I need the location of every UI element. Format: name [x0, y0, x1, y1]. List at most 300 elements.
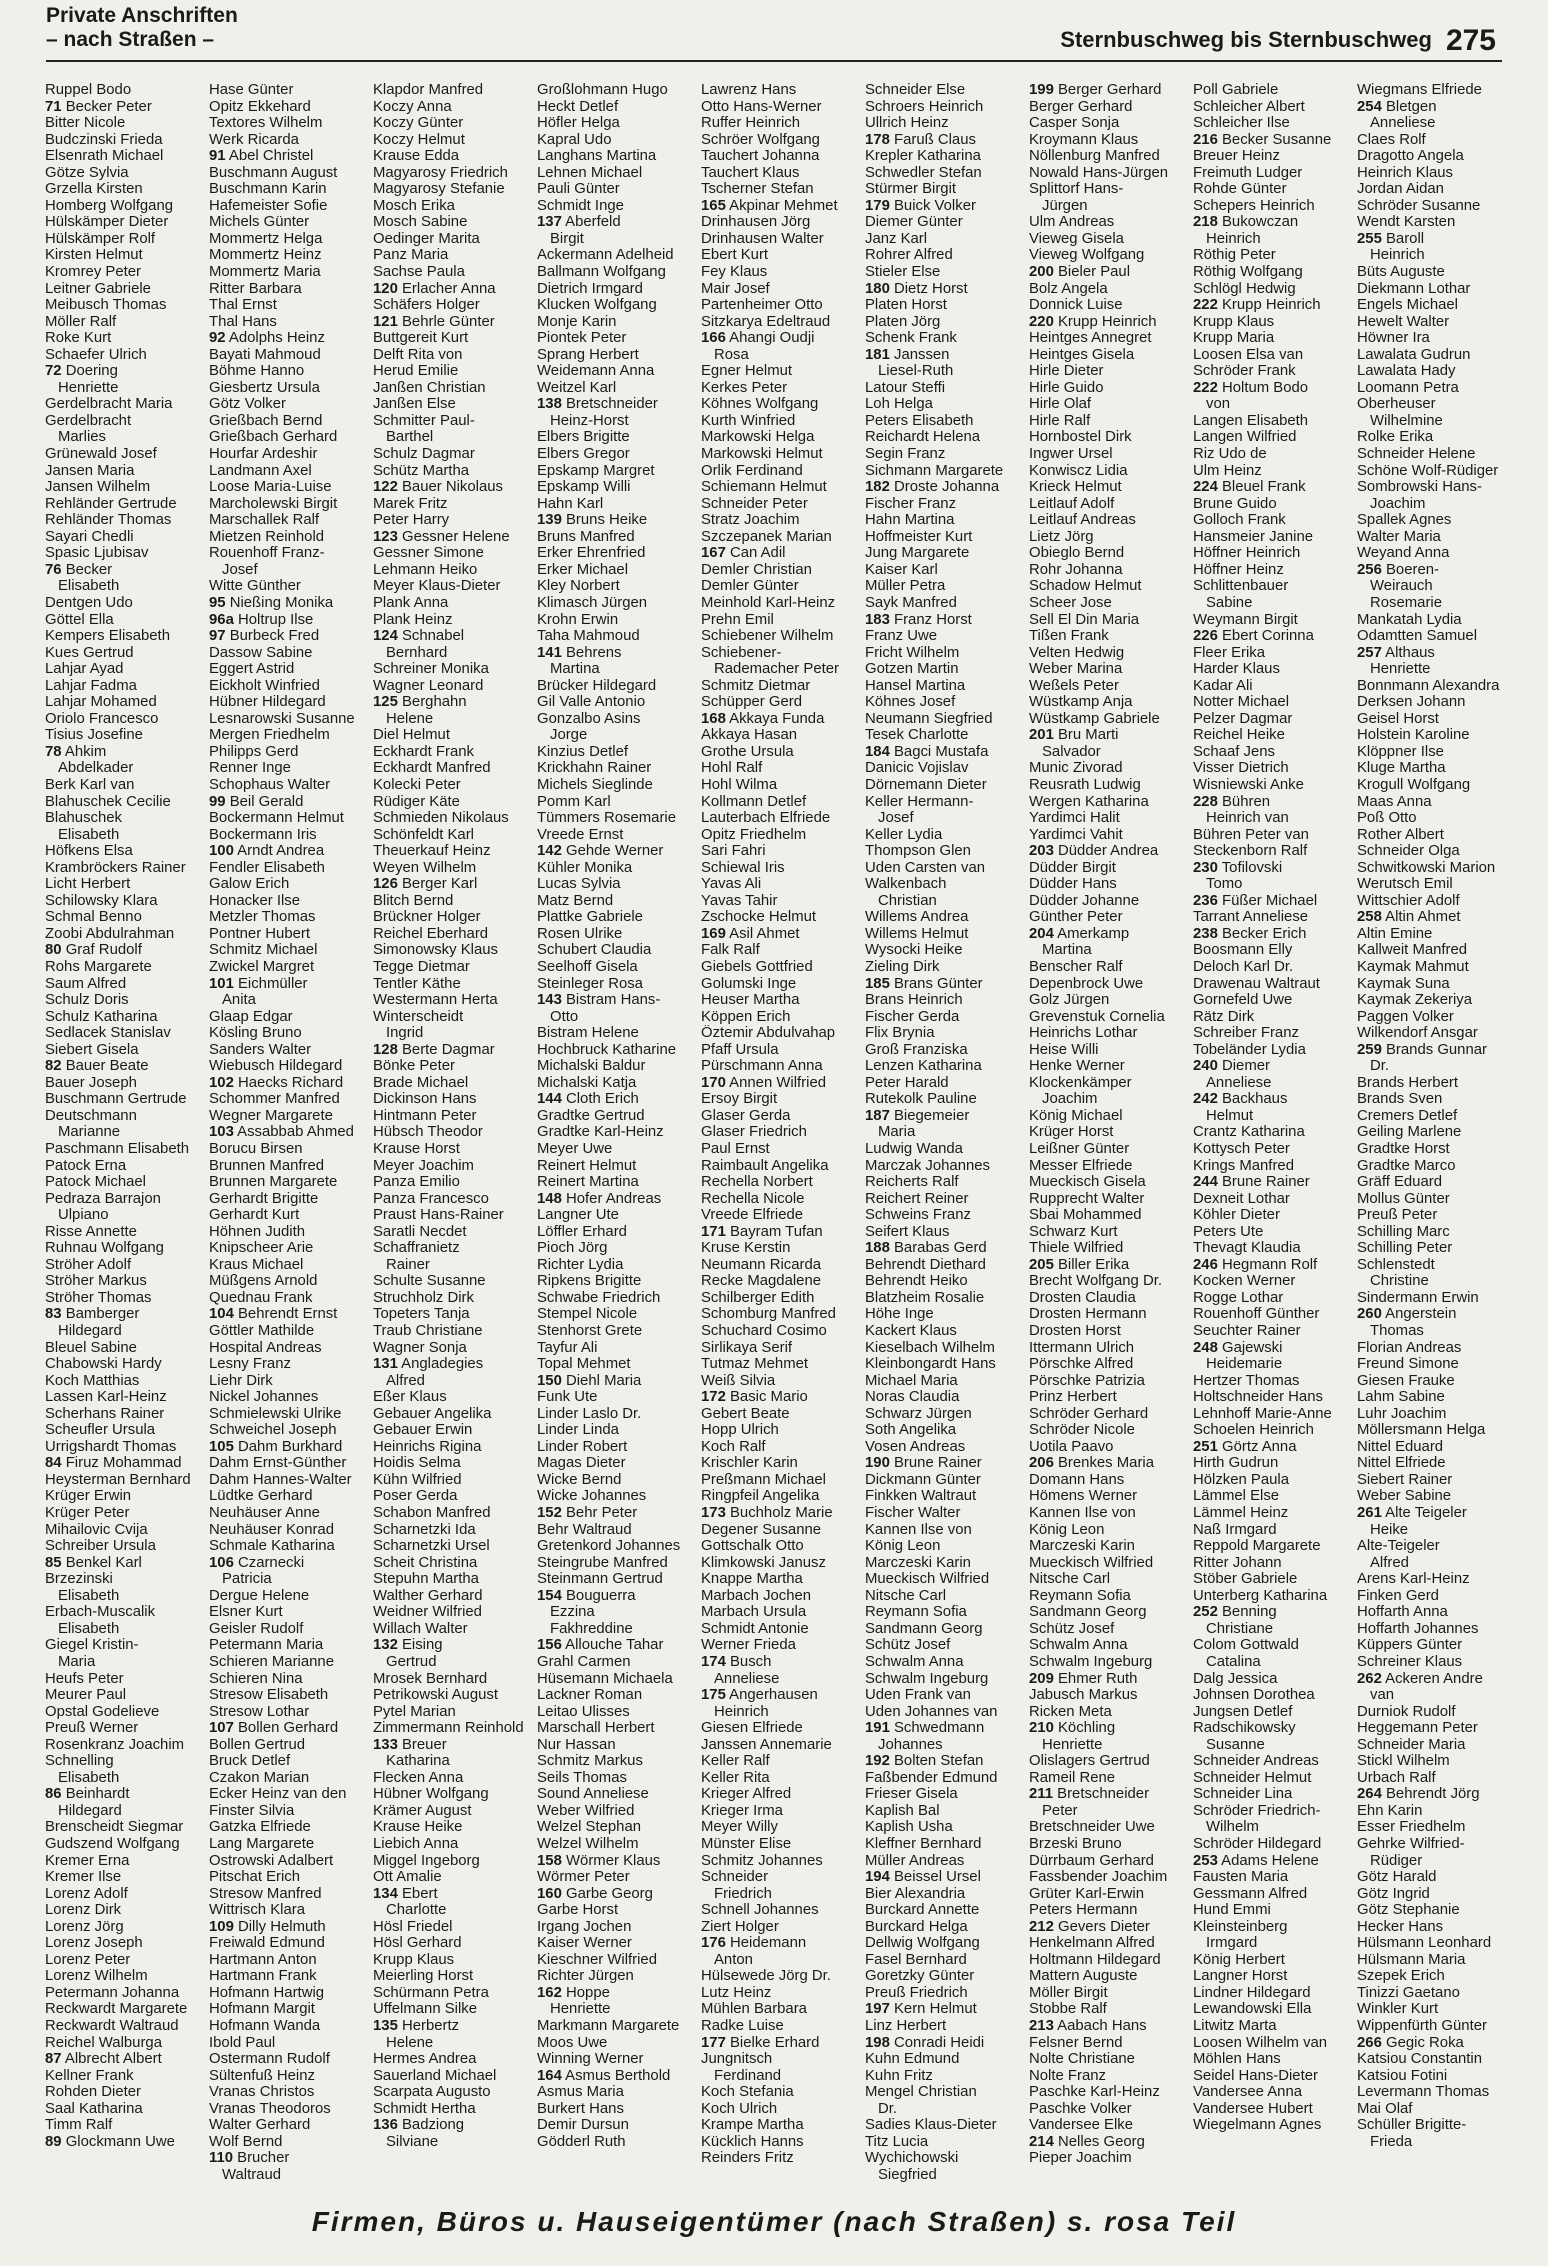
- directory-entry: Rehländer Gertrude: [45, 495, 177, 512]
- directory-entry: Schomburg Manfred: [701, 1306, 836, 1323]
- directory-entry: Friedrich: [714, 1885, 772, 1902]
- house-number: 177: [701, 2034, 726, 2051]
- directory-entry: Hülskämper Rolf: [45, 230, 156, 247]
- directory-entry: Weitzel Karl: [537, 379, 617, 396]
- directory-entry: 198 Conradi Heidi: [865, 2034, 985, 2051]
- house-number: 125: [373, 694, 398, 711]
- directory-entry: Lorenz Joseph: [45, 1935, 143, 1952]
- directory-entry: Heysterman Bernhard: [45, 1471, 191, 1488]
- directory-entry: 248 Gajewski: [1193, 1339, 1283, 1356]
- house-number: 152: [537, 1505, 562, 1522]
- directory-entry: Knappe Martha: [701, 1571, 803, 1588]
- directory-entry: Linz Herbert: [865, 2017, 947, 2034]
- directory-entry: Ruhnau Wolfgang: [45, 1240, 164, 1257]
- directory-entry: Saratli Necdet: [373, 1223, 467, 1240]
- directory-entry: Ecker Heinz van den: [209, 1786, 347, 1803]
- directory-entry: Michels Sieglinde: [537, 776, 653, 793]
- house-number: 224: [1193, 479, 1218, 496]
- directory-entry: Urrigshardt Thomas: [45, 1438, 177, 1455]
- directory-entry: Schlögl Hedwig: [1193, 280, 1296, 297]
- directory-entry: Pytel Marian: [373, 1703, 456, 1720]
- directory-entry: Möller Birgit: [1029, 1984, 1108, 2001]
- directory-entry: Lorenz Jörg: [45, 1918, 124, 1935]
- directory-entry: 185 Brans Günter: [865, 975, 983, 992]
- directory-entry: 222 Holtum Bodo: [1193, 379, 1309, 396]
- directory-entry: Helene: [386, 2034, 434, 2051]
- directory-entry: Dassow Sabine: [209, 644, 313, 661]
- directory-entry: Dietrich Irmgard: [537, 280, 643, 297]
- directory-entry: Hösl Gerhard: [373, 1935, 462, 1952]
- directory-entry: Schwalm Anna: [1029, 1637, 1128, 1654]
- house-number: 135: [373, 2017, 398, 2034]
- house-number: 173: [701, 1505, 726, 1522]
- directory-column: [700, 82, 864, 2200]
- directory-entry: Hülskämper Dieter: [45, 214, 169, 231]
- directory-entry: Hewelt Walter: [1357, 313, 1450, 330]
- directory-entry: Tesek Charlotte: [865, 727, 969, 744]
- directory-entry: Müller Andreas: [865, 1852, 965, 1869]
- directory-entry: 254 Bletgen: [1357, 98, 1437, 115]
- directory-entry: 110 Brucher: [209, 2150, 290, 2167]
- directory-entry: Schöne Wolf-Rüdiger: [1357, 462, 1499, 479]
- directory-entry: Landmann Axel: [209, 462, 312, 479]
- directory-entry: Gradtke Marco: [1357, 1157, 1456, 1174]
- directory-entry: Loomann Petra: [1357, 379, 1459, 396]
- directory-entry: Kroymann Klaus: [1029, 131, 1139, 148]
- directory-entry: 226 Ebert Corinna: [1193, 628, 1314, 645]
- directory-entry: Charlotte: [386, 1902, 447, 1919]
- directory-entry: Ulm Andreas: [1029, 214, 1115, 231]
- directory-entry: Krause Horst: [373, 1141, 460, 1157]
- directory-entry: Elsenrath Michael: [45, 148, 164, 165]
- directory-entry: 224 Bleuel Frank: [1193, 479, 1306, 496]
- directory-entry: Kühler Monika: [537, 859, 633, 876]
- directory-entry: Litwitz Marta: [1193, 2017, 1277, 2034]
- directory-entry: 76 Becker: [45, 561, 113, 578]
- directory-entry: Flix Brynia: [865, 1025, 935, 1042]
- directory-entry: Tißen Frank: [1029, 628, 1109, 645]
- directory-entry: 182 Droste Johanna: [865, 479, 1000, 496]
- directory-entry: Hüsemann Michaela: [537, 1670, 673, 1687]
- directory-entry: Koch Matthias: [45, 1372, 140, 1389]
- directory-entry: Münster Elise: [701, 1835, 792, 1852]
- directory-entry: Großlohmann Hugo: [537, 82, 668, 98]
- directory-entry: Lahjar Fadma: [45, 677, 137, 694]
- directory-entry: Oedinger Marita: [373, 230, 480, 247]
- house-number: 136: [373, 2117, 398, 2134]
- directory-entry: Schmidt Inge: [537, 197, 624, 214]
- directory-entry: Panz Maria: [373, 247, 449, 264]
- directory-entry: Schmitz Michael: [209, 942, 318, 959]
- directory-entry: Katharina: [386, 1753, 450, 1770]
- directory-entry: Schilowsky Klara: [45, 892, 158, 909]
- directory-entry: Brückner Holger: [373, 909, 481, 926]
- directory-entry: Kapral Udo: [537, 131, 612, 148]
- directory-entry: Rolke Erika: [1357, 429, 1434, 446]
- directory-entry: Kleffner Bernhard: [865, 1835, 982, 1852]
- directory-entry: Werner Frieda: [701, 1637, 796, 1654]
- directory-entry: Ferdinand: [714, 2067, 782, 2084]
- directory-entry: Dahm Ernst-Günther: [209, 1455, 347, 1472]
- directory-entry: Götze Sylvia: [45, 164, 129, 181]
- directory-entry: 214 Nelles Georg: [1029, 2133, 1145, 2150]
- directory-entry: 132 Eising: [373, 1637, 443, 1654]
- directory-entry: Schulz Katharina: [45, 1008, 158, 1025]
- directory-entry: Hirle Guido: [1029, 379, 1104, 396]
- directory-entry: Schmale Katharina: [209, 1538, 335, 1555]
- directory-entry: Finkken Waltraut: [865, 1488, 977, 1505]
- directory-entry: Janßen Else: [373, 396, 456, 413]
- directory-entry: Heinz-Horst: [550, 412, 629, 429]
- directory-entry: Wippenfürth Günter: [1357, 2017, 1487, 2034]
- directory-entry: Golumski Inge: [701, 975, 797, 992]
- directory-entry: Klucken Wolfgang: [537, 297, 657, 314]
- directory-entry: Jabusch Markus: [1029, 1687, 1138, 1704]
- directory-entry: 179 Buick Volker: [865, 197, 976, 214]
- directory-entry: Heuser Martha: [701, 992, 800, 1009]
- house-number: 162: [537, 1984, 562, 2001]
- house-number: 199: [1029, 82, 1054, 98]
- directory-entry: Sbai Mohammed: [1029, 1207, 1142, 1224]
- directory-entry: Susanne: [1206, 1736, 1265, 1753]
- directory-entry: 181 Janssen: [865, 346, 950, 363]
- directory-entry: 209 Ehmer Ruth: [1029, 1670, 1138, 1687]
- house-number: 244: [1193, 1174, 1218, 1191]
- directory-entry: Dr.: [1370, 1058, 1390, 1075]
- directory-entry: Schiewal Iris: [701, 859, 785, 876]
- directory-entry: Weidemann Anna: [537, 363, 655, 380]
- house-number: 179: [865, 197, 890, 214]
- directory-entry: Asmus Maria: [537, 2084, 624, 2101]
- directory-entry: Neuhäuser Konrad: [209, 1521, 334, 1538]
- directory-entry: Mosch Erika: [373, 197, 455, 214]
- directory-entry: Depenbrock Uwe: [1029, 975, 1144, 992]
- directory-entry: Dickmann Günter: [865, 1471, 981, 1488]
- directory-entry: Velten Hedwig: [1029, 644, 1125, 661]
- directory-entry: Lesny Franz: [209, 1356, 291, 1373]
- directory-entry: Klöppner Ilse: [1357, 743, 1444, 760]
- house-number: 252: [1193, 1604, 1218, 1621]
- directory-entry: Schneider: [701, 1869, 769, 1886]
- directory-entry: Henriette: [550, 2001, 611, 2018]
- directory-entry: Lorenz Dirk: [45, 1902, 122, 1919]
- directory-entry: Buttgereit Kurt: [373, 330, 469, 347]
- directory-entry: Rüdiger Käte: [373, 793, 460, 810]
- directory-entry: Taha Mahmoud: [537, 628, 640, 645]
- directory-entry: 222 Krupp Heinrich: [1193, 297, 1321, 314]
- directory-entry: Wergen Katharina: [1029, 793, 1149, 810]
- directory-entry: Müßgens Arnold: [209, 1273, 318, 1290]
- directory-entry: Reymann Sofia: [1029, 1587, 1131, 1604]
- directory-entry: Michael Maria: [865, 1372, 958, 1389]
- directory-entry: Gehrke Wilfried-: [1357, 1835, 1465, 1852]
- house-number: 251: [1193, 1438, 1218, 1455]
- directory-entry: Scheufler Ursula: [45, 1422, 156, 1439]
- directory-entry: Schmitz Markus: [537, 1753, 643, 1770]
- directory-entry: 125 Berghahn: [373, 694, 467, 711]
- directory-entry: Demler Christian: [701, 561, 812, 578]
- directory-entry: 92 Adolphs Heinz: [209, 330, 325, 347]
- directory-entry: Kücklich Hanns: [701, 2133, 804, 2150]
- directory-entry: Köhnes Wolfgang: [701, 396, 819, 413]
- directory-entry: 174 Busch: [701, 1653, 772, 1670]
- directory-entry: Brunnen Manfred: [209, 1157, 325, 1174]
- directory-entry: Seidel Hans-Dieter: [1193, 2067, 1318, 2084]
- directory-entry: Plank Anna: [373, 594, 449, 611]
- directory-entry: Brands Herbert: [1357, 1074, 1458, 1091]
- directory-entry: Heufs Peter: [45, 1670, 124, 1687]
- directory-entry: Scarpata Augusto: [373, 2084, 491, 2101]
- directory-entry: Paschke Karl-Heinz: [1029, 2084, 1160, 2101]
- house-number: 124: [373, 628, 398, 645]
- directory-entry: Brunnen Margarete: [209, 1174, 338, 1191]
- directory-entry: Gerdelbracht Maria: [45, 396, 173, 413]
- directory-entry: Freiwald Edmund: [209, 1935, 325, 1952]
- directory-entry: Preuß Peter: [1357, 1207, 1438, 1224]
- directory-entry: Keller Rita: [701, 1769, 770, 1786]
- house-number: 259: [1357, 1041, 1382, 1058]
- directory-entry: Heinrich: [1206, 230, 1261, 247]
- directory-entry: Rohs Margarete: [45, 958, 152, 975]
- directory-entry: Willems Helmut: [865, 925, 969, 942]
- directory-entry: Schwalm Anna: [865, 1653, 964, 1670]
- directory-entry: Miggel Ingeborg: [373, 1852, 480, 1869]
- directory-entry: Metzler Thomas: [209, 909, 316, 926]
- directory-entry: Sichmann Margarete: [865, 462, 1004, 479]
- directory-entry: Martina: [1042, 942, 1092, 959]
- directory-entry: Frieda: [1370, 2133, 1413, 2150]
- directory-entry: Schaffranietz: [373, 1240, 460, 1257]
- directory-entry: Brands Sven: [1357, 1091, 1443, 1108]
- directory-entry: Schneider Else: [865, 82, 966, 98]
- house-number: 242: [1193, 1091, 1218, 1108]
- directory-entry: Wittrisch Klara: [209, 1902, 305, 1919]
- house-number: 260: [1357, 1306, 1382, 1323]
- directory-entry: Schneider Maria: [1357, 1736, 1466, 1753]
- directory-entry: Kempers Elisabeth: [45, 628, 170, 645]
- directory-entry: Funk Ute: [537, 1389, 598, 1406]
- directory-entry: Drinhausen Jörg: [701, 214, 811, 231]
- directory-entry: Ziert Holger: [701, 1918, 779, 1935]
- directory-entry: Schröder Nicole: [1029, 1422, 1135, 1439]
- directory-entry: Kuhn Edmund: [865, 2051, 960, 2068]
- directory-entry: Patricia: [222, 1571, 272, 1588]
- directory-entry: Kaplish Bal: [865, 1802, 940, 1819]
- directory-entry: 266 Gegic Roka: [1357, 2034, 1464, 2051]
- directory-entry: Leitao Ulisses: [537, 1703, 630, 1720]
- directory-entry: Dellwig Wolfgang: [865, 1935, 980, 1952]
- house-number: 230: [1193, 859, 1218, 876]
- directory-entry: Fischer Walter: [865, 1505, 961, 1522]
- directory-entry: Geisel Horst: [1357, 710, 1439, 727]
- directory-entry: Schneider Peter: [701, 495, 808, 512]
- directory-entry: Stickl Wilhelm: [1357, 1753, 1450, 1770]
- directory-entry: 105 Dahm Burkhard: [209, 1438, 343, 1455]
- directory-entry: Markowski Helmut: [701, 446, 823, 463]
- house-number: 164: [537, 2067, 562, 2084]
- directory-entry: Kaymak Zekeriya: [1357, 992, 1473, 1009]
- directory-entry: Sauerland Michael: [373, 2067, 497, 2084]
- directory-entry: Kocken Werner: [1193, 1273, 1296, 1290]
- directory-entry: Walter Maria: [1357, 528, 1441, 545]
- directory-entry: Domann Hans: [1029, 1471, 1125, 1488]
- directory-entry: Otto Hans-Werner: [701, 98, 822, 115]
- directory-entry: Koczy Helmut: [373, 131, 465, 148]
- directory-entry: Henriette: [58, 379, 119, 396]
- directory-entry: Heintges Gisela: [1029, 346, 1135, 363]
- directory-entry: 180 Dietz Horst: [865, 280, 968, 297]
- directory-entry: Henriette: [1042, 1736, 1103, 1753]
- directory-entry: Patock Erna: [45, 1157, 127, 1174]
- directory-entry: Rademacher Peter: [714, 661, 839, 678]
- directory-entry: Meyer Willy: [701, 1819, 778, 1836]
- directory-entry: 236 Füßer Michael: [1193, 892, 1318, 909]
- directory-entry: 252 Benning: [1193, 1604, 1277, 1621]
- directory-entry: Grünewald Josef: [45, 446, 157, 463]
- directory-entry: Kallweit Manfred: [1357, 942, 1468, 959]
- house-number: 253: [1193, 1852, 1218, 1869]
- directory-entry: 187 Biegemeier: [865, 1107, 970, 1124]
- directory-entry: Rutekolk Pauline: [865, 1091, 977, 1108]
- directory-entry: Panza Francesco: [373, 1190, 489, 1207]
- directory-entry: Röthig Peter: [1193, 247, 1276, 264]
- house-number: 174: [701, 1653, 726, 1670]
- directory-entry: Linder Robert: [537, 1438, 628, 1455]
- directory-entry: Krupp Klaus: [1193, 313, 1275, 330]
- directory-entry: Schröder Hildegard: [1193, 1835, 1322, 1852]
- directory-entry: Götz Ingrid: [1357, 1885, 1430, 1902]
- directory-entry: 122 Bauer Nikolaus: [373, 479, 503, 496]
- directory-entry: Garbe Horst: [537, 1902, 619, 1919]
- directory-entry: Leitlauf Andreas: [1029, 512, 1136, 529]
- directory-entry: 148 Hofer Andreas: [537, 1190, 662, 1207]
- directory-entry: Scharnetzki Ida: [373, 1521, 476, 1538]
- house-number: 126: [373, 876, 398, 893]
- directory-entry: Deutschmann: [45, 1107, 137, 1124]
- house-number: 78: [45, 743, 62, 760]
- directory-entry: Tayfur Ali: [537, 1339, 598, 1356]
- directory-entry: Klimasch Jürgen: [537, 594, 648, 611]
- directory-entry: Langner Horst: [1193, 1968, 1288, 1985]
- directory-entry: Bollen Gertrud: [209, 1736, 306, 1753]
- directory-entry: Degener Susanne: [701, 1521, 822, 1538]
- directory-entry: Thiele Wilfried: [1029, 1240, 1124, 1257]
- directory-entry: Jungnitsch: [701, 2051, 773, 2068]
- directory-entry: Magas Dieter: [537, 1455, 626, 1472]
- directory-entry: Holtschneider Hans: [1193, 1389, 1323, 1406]
- house-number: 107: [209, 1720, 234, 1737]
- directory-entry: Schmidt Antonie: [701, 1620, 809, 1637]
- directory-entry: Gornefeld Uwe: [1193, 992, 1293, 1009]
- directory-entry: Kirsten Helmut: [45, 247, 143, 264]
- directory-entry: Hoidis Selma: [373, 1455, 461, 1472]
- directory-entry: Neumann Siegfried: [865, 710, 993, 727]
- section-heading-line2: – nach Straßen –: [46, 28, 215, 51]
- directory-entry: Nolte Franz: [1029, 2067, 1106, 2084]
- directory-entry: 244 Brune Rainer: [1193, 1174, 1310, 1191]
- directory-entry: Hofmann Wanda: [209, 2017, 321, 2034]
- directory-entry: Stenhorst Grete: [537, 1323, 643, 1340]
- directory-entry: Hirle Ralf: [1029, 412, 1091, 429]
- directory-entry: Koch Ulrich: [701, 2100, 778, 2117]
- directory-entry: Martina: [550, 661, 600, 678]
- directory-entry: Benscher Ralf: [1029, 958, 1123, 975]
- directory-entry: Hase Günter: [209, 82, 294, 98]
- house-number: 166: [701, 330, 726, 347]
- directory-entry: Hohl Ralf: [701, 760, 763, 777]
- directory-entry: Hartmann Frank: [209, 1968, 317, 1985]
- directory-entry: Tomo: [1206, 876, 1243, 893]
- directory-entry: Elisabeth: [58, 578, 120, 595]
- directory-entry: Ulm Heinz: [1193, 462, 1262, 479]
- directory-entry: Steinleger Rosa: [537, 975, 643, 992]
- directory-entry: Stöber Gabriele: [1193, 1571, 1298, 1588]
- directory-entry: Jordan Aidan: [1357, 181, 1444, 198]
- directory-entry: Kley Norbert: [537, 578, 620, 595]
- directory-entry: Burkert Hans: [537, 2100, 624, 2117]
- directory-entry: Kurth Winfried: [701, 412, 796, 429]
- directory-entry: Blatzheim Rosalie: [865, 1289, 985, 1306]
- directory-entry: Ruppel Bodo: [45, 82, 132, 98]
- directory-entry: von: [1206, 396, 1231, 413]
- directory-entry: Alfred: [386, 1372, 425, 1389]
- directory-entry: Tauchert Johanna: [701, 148, 820, 165]
- directory-entry: Lahjar Ayad: [45, 661, 124, 678]
- directory-entry: Rohde Günter: [1193, 181, 1287, 198]
- directory-entry: Zwickel Margret: [209, 958, 315, 975]
- directory-entry: Erbach-Muscalik: [45, 1604, 156, 1621]
- directory-entry: Magyarosy Friedrich: [373, 164, 508, 181]
- directory-entry: 212 Gevers Dieter: [1029, 1918, 1150, 1935]
- directory-entry: Hoffarth Johannes: [1357, 1620, 1479, 1637]
- directory-entry: Eckhardt Manfred: [373, 760, 491, 777]
- house-number: 121: [373, 313, 398, 330]
- directory-entry: Ruffer Heinrich: [701, 115, 801, 132]
- directory-entry: Lahjar Mohamed: [45, 694, 157, 711]
- directory-entry: Budczinski Frieda: [45, 131, 163, 148]
- directory-entry: Marschall Herbert: [537, 1720, 655, 1737]
- directory-entry: Opitz Friedhelm: [701, 826, 807, 843]
- directory-entry: Schleicher Ilse: [1193, 115, 1290, 132]
- house-number: 156: [537, 1637, 562, 1654]
- directory-entry: 173 Buchholz Marie: [701, 1505, 833, 1522]
- directory-entry: 171 Bayram Tufan: [701, 1223, 823, 1240]
- directory-entry: Christine: [1370, 1273, 1429, 1290]
- directory-entry: Gradtke Horst: [1357, 1141, 1450, 1157]
- directory-entry: Paul Ernst: [701, 1141, 770, 1157]
- directory-entry: Bockermann Iris: [209, 826, 317, 843]
- directory-entry: Kaplish Usha: [865, 1819, 953, 1836]
- directory-entry: Schreiner Klaus: [1357, 1653, 1463, 1670]
- directory-entry: Walkenbach: [865, 876, 947, 893]
- directory-entry: Schwarz Kurt: [1029, 1223, 1118, 1240]
- house-number: 133: [373, 1736, 398, 1753]
- directory-entry: Groß Franziska: [865, 1041, 968, 1058]
- directory-entry: Reichardt Helena: [865, 429, 981, 446]
- directory-entry: Nittel Eduard: [1357, 1438, 1444, 1455]
- directory-entry: Weber Sabine: [1357, 1488, 1452, 1505]
- directory-entry: Gerhardt Brigitte: [209, 1190, 319, 1207]
- directory-entry: Plank Heinz: [373, 611, 453, 628]
- directory-entry: Rosemarie: [1370, 594, 1442, 611]
- directory-entry: 176 Heidemann: [701, 1935, 807, 1952]
- directory-entry: 123 Gessner Helene: [373, 528, 510, 545]
- directory-entry: Krischler Karin: [701, 1455, 798, 1472]
- directory-entry: Marczeski Karin: [1029, 1538, 1135, 1555]
- directory-entry: Löffler Erhard: [537, 1223, 627, 1240]
- directory-entry: Sandmann Georg: [1029, 1604, 1147, 1621]
- directory-entry: Textores Wilhelm: [209, 115, 323, 132]
